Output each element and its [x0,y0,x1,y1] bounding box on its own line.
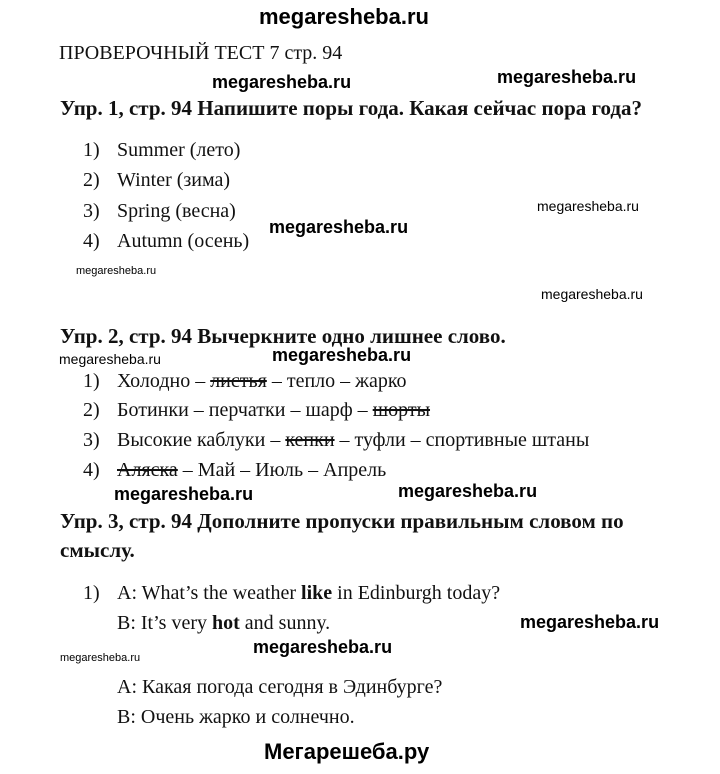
dialogue-line [83,582,500,605]
answer-word: hot [212,612,240,634]
watermark: megaresheba.ru [59,351,161,367]
item-number: 1) [83,370,100,392]
item-number: 3) [83,200,100,222]
crossed-out-word: листья [210,370,267,392]
dialogue-text: B: It’s very [117,612,212,634]
page-title: ПРОВЕРОЧНЫЙ ТЕСТ 7 стр. 94 [59,42,343,64]
dialogue-line [117,612,330,635]
item-text: – Май – Июль – Апрель [177,459,387,481]
watermark: megaresheba.ru [60,652,141,664]
watermark: megaresheba.ru [497,67,637,87]
watermark: megaresheba.ru [520,612,660,632]
translation-line: А: Какая погода сегодня в Эдинбурге? [117,676,443,698]
item-text: – тепло – жарко [266,370,407,392]
exercise-1-heading: Упр. 1, стр. 94 Напишите поры года. Какая сейчас пора года? [60,96,643,120]
item-number: 4) [83,459,100,481]
watermark: megaresheba.ru [76,265,157,277]
watermark: megaresheba.ru [272,345,412,365]
item-text: Spring (весна) [117,200,236,222]
answer-word: like [301,582,333,604]
watermark: megaresheba.ru [269,217,409,237]
crossed-out-word: кепки [285,429,335,451]
item-text: Высокие каблуки – [117,429,286,451]
list-item [83,399,430,422]
exercise-3-heading-cont: смыслу. [60,538,135,562]
item-number: 4) [83,230,100,252]
list-item [83,230,249,253]
item-number: 1) [83,582,100,604]
list-item [83,370,407,393]
watermark: megaresheba.ru [541,286,643,302]
watermark-top: megaresheba.ru [259,4,429,29]
item-text: – туфли – спортивные штаны [334,429,590,451]
item-number: 3) [83,429,100,451]
list-item [83,459,386,482]
watermark: megaresheba.ru [114,484,254,504]
list-item [83,169,230,192]
crossed-out-word: шорты [372,399,431,421]
dialogue-text: A: What’s the weather [117,582,302,604]
watermark-footer: Мегарешеба.ру [264,739,430,764]
item-text: Summer (лето) [117,139,241,161]
item-number: 2) [83,399,100,421]
dialogue-text: in Edinburgh today? [332,582,501,604]
item-number: 1) [83,139,100,161]
list-item [83,200,236,223]
watermark: megaresheba.ru [253,637,393,657]
item-text: Холодно – [117,370,211,392]
item-text: Winter (зима) [117,169,231,191]
translation-line: В: Очень жарко и солнечно. [117,706,355,728]
item-text: Ботинки – перчатки – шарф – [117,399,373,421]
watermark: megaresheba.ru [398,481,538,501]
list-item [83,139,240,162]
item-number: 2) [83,169,100,191]
watermark: megaresheba.ru [212,72,352,92]
watermark: megaresheba.ru [537,198,639,214]
list-item [83,429,589,452]
exercise-3-heading: Упр. 3, стр. 94 Дополните пропуски правильным словом по [60,509,624,533]
dialogue-text: and sunny. [239,612,331,634]
exercise-2-heading: Упр. 2, стр. 94 Вычеркните одно лишнее слово. [60,324,506,348]
item-text: Autumn (осень) [117,230,250,252]
crossed-out-word: Аляска [117,459,178,481]
